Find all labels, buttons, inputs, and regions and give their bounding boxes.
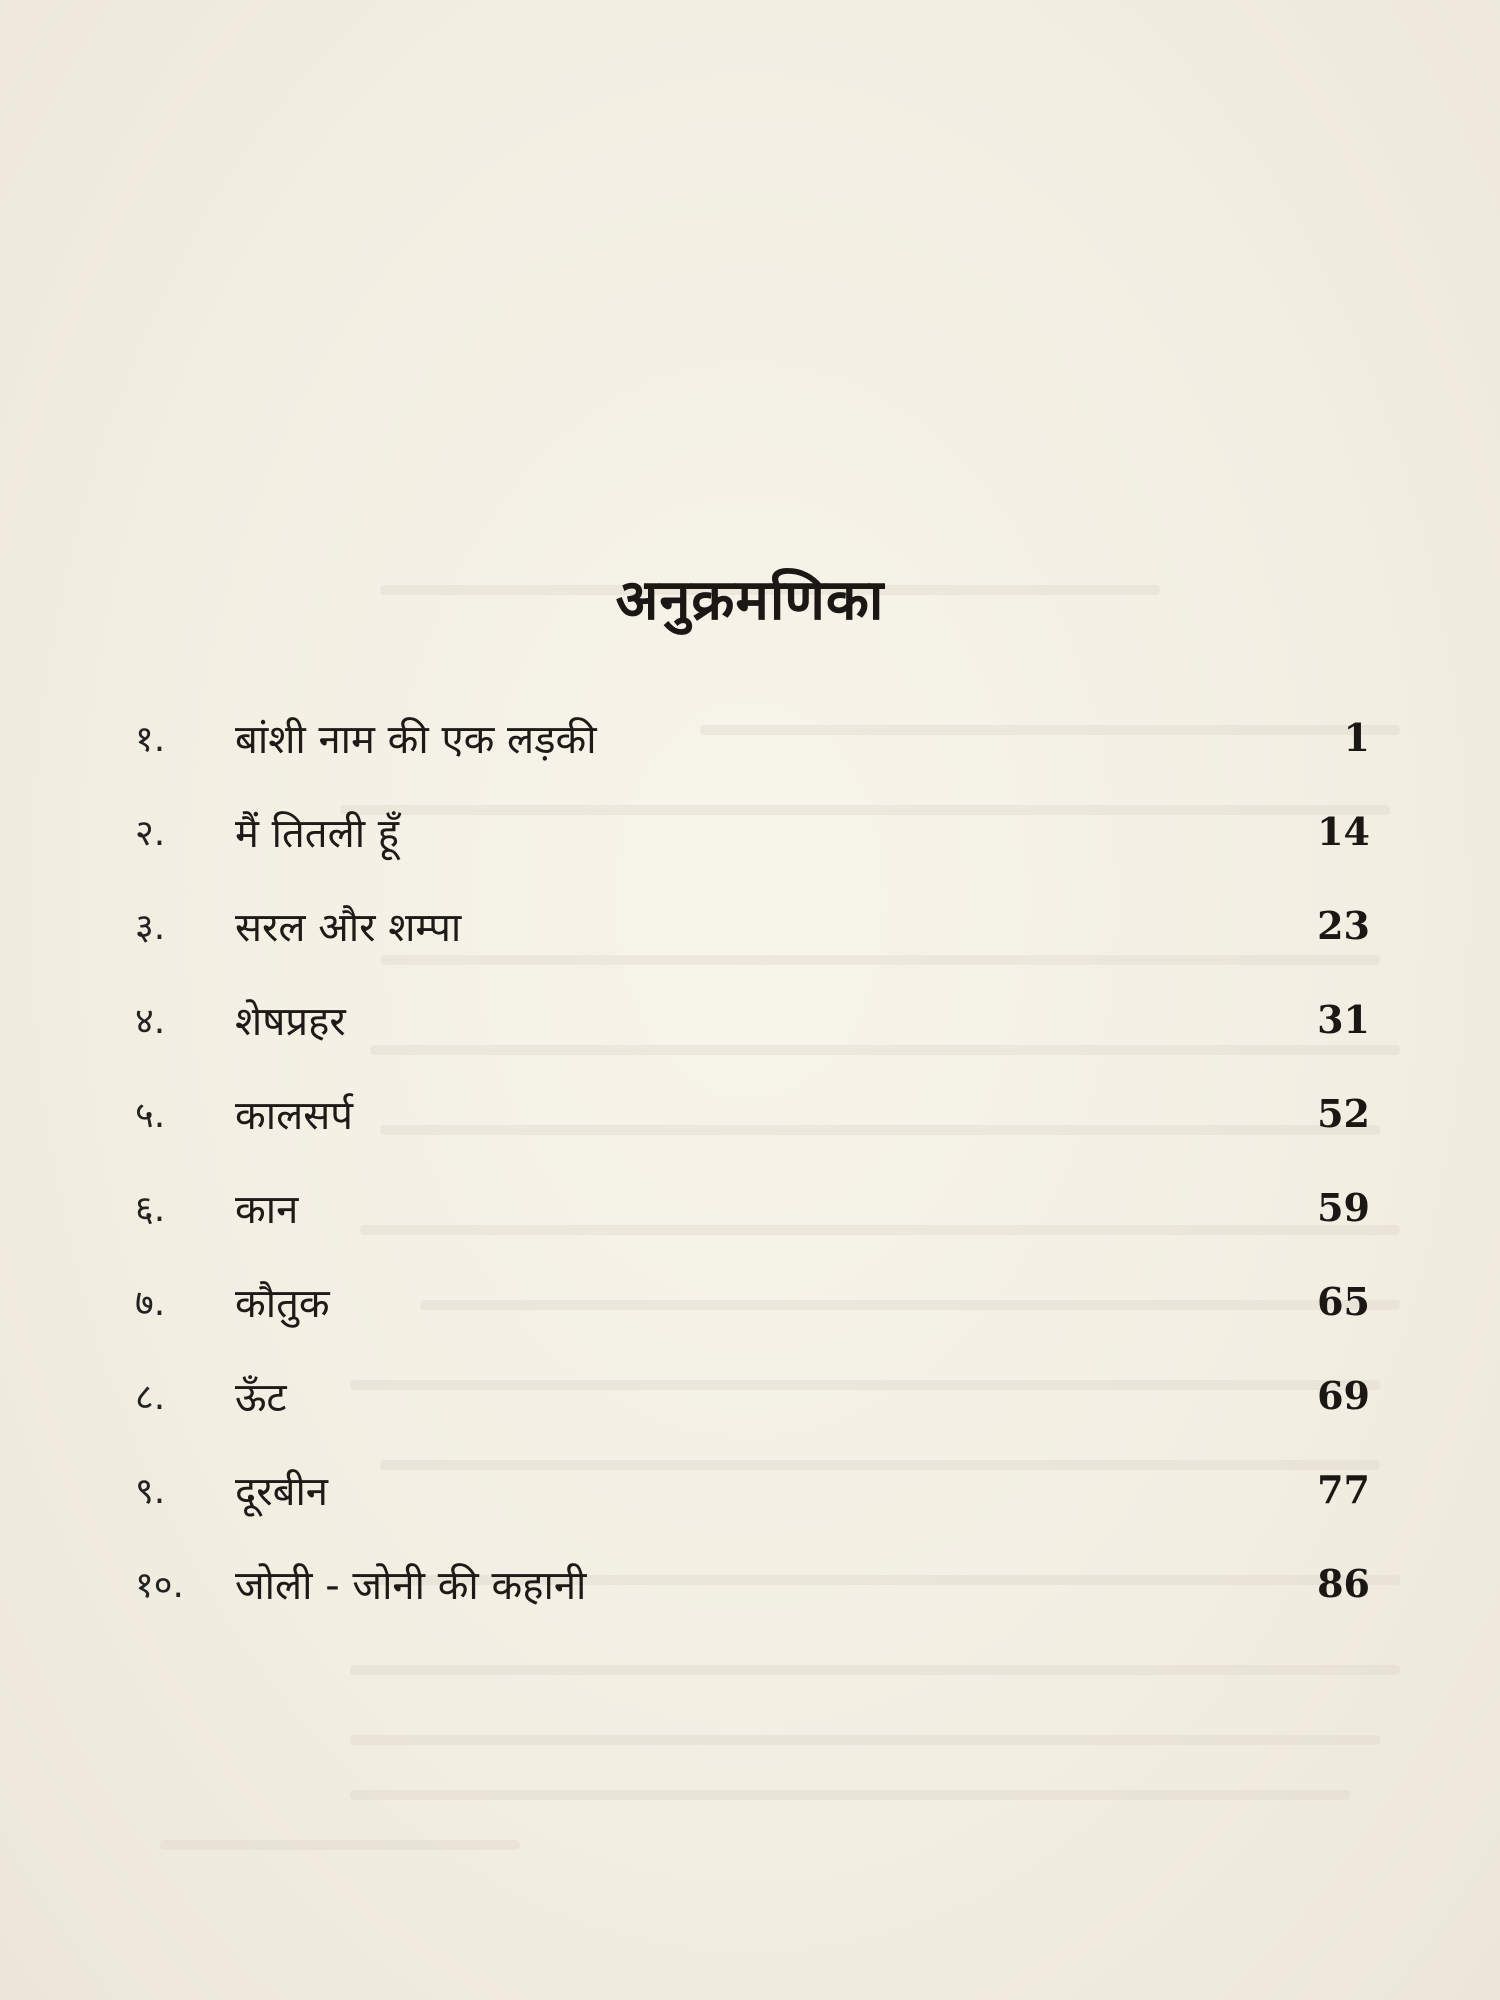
toc-entry-title: कान xyxy=(235,1186,299,1233)
toc-entry-title: जोली - जोनी की कहानी xyxy=(235,1562,587,1609)
toc-entry-number: १. xyxy=(135,718,166,760)
toc-entry-number: ६. xyxy=(135,1188,166,1230)
toc-entry-page: 69 xyxy=(1317,1372,1370,1418)
toc-entry-title: ऊँट xyxy=(235,1374,287,1421)
toc-entry-page: 23 xyxy=(1317,902,1370,948)
toc-entry-2 xyxy=(135,784,1370,878)
toc-entry-page: 86 xyxy=(1317,1560,1370,1606)
toc-entry-5 xyxy=(135,1066,1370,1160)
toc-entry-title: कौतुक xyxy=(235,1280,330,1327)
toc-entry-number: १०. xyxy=(135,1564,184,1606)
toc-entry-page: 59 xyxy=(1317,1184,1370,1230)
toc-entry-page: 52 xyxy=(1317,1090,1370,1136)
toc-entry-8 xyxy=(135,1348,1370,1442)
page-title: अनुक्रमणिका xyxy=(615,568,885,633)
toc-entry-number: ३. xyxy=(135,906,166,948)
toc-entry-number: ४. xyxy=(135,1000,166,1042)
toc-entry-7 xyxy=(135,1254,1370,1348)
toc-entry-title: सरल और शम्पा xyxy=(235,904,462,951)
toc-entry-10 xyxy=(135,1536,1370,1630)
toc-entry-title: मैं तितली हूँ xyxy=(235,810,400,857)
toc-entry-9 xyxy=(135,1442,1370,1536)
toc-entry-1 xyxy=(135,690,1370,784)
toc-entry-title: बांशी नाम की एक लड़की xyxy=(235,716,597,763)
toc-entry-page: 31 xyxy=(1317,996,1370,1042)
toc-entry-number: ८. xyxy=(135,1376,166,1418)
toc-entry-6 xyxy=(135,1160,1370,1254)
toc-entry-page: 1 xyxy=(1343,714,1370,760)
toc-entry-page: 65 xyxy=(1317,1278,1370,1324)
table-of-contents xyxy=(135,690,1370,1630)
toc-entry-number: ७. xyxy=(135,1282,166,1324)
toc-entry-title: कालसर्प xyxy=(235,1092,353,1139)
toc-entry-title: दूरबीन xyxy=(235,1468,328,1515)
toc-entry-title: शेषप्रहर xyxy=(235,998,346,1045)
toc-entry-number: २. xyxy=(135,812,166,854)
toc-entry-4 xyxy=(135,972,1370,1066)
toc-entry-number: ९. xyxy=(135,1470,166,1512)
toc-entry-number: ५. xyxy=(135,1094,166,1136)
toc-entry-3 xyxy=(135,878,1370,972)
toc-entry-page: 14 xyxy=(1317,808,1370,854)
toc-entry-page: 77 xyxy=(1317,1466,1370,1512)
